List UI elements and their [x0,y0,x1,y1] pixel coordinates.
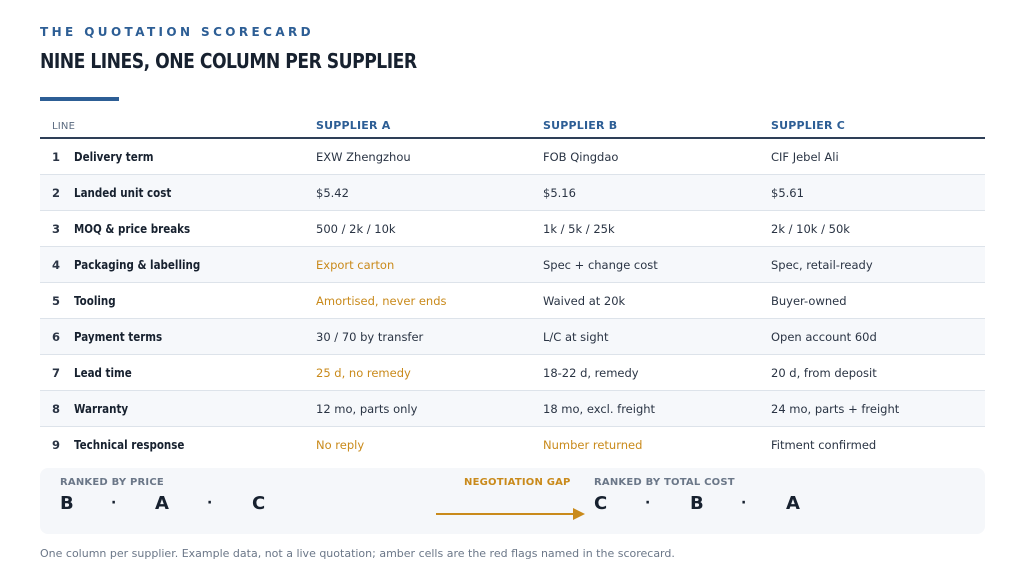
table-row [40,355,985,391]
supplier-c-cell: Fitment confirmed [771,437,877,452]
total-cost-rank-label: RANKED BY TOTAL COST [594,477,735,488]
table-row [40,391,985,427]
supplier-c-cell: 24 mo, parts + freight [771,391,985,427]
supplier-b-cell: Spec + change cost [543,247,771,283]
row-label-cell [74,211,316,247]
row-label-cell [74,355,316,391]
supplier-b-cell: 18 mo, excl. freight [543,391,771,427]
supplier-c-cell: Spec, retail-ready [771,247,985,283]
supplier-a-cell: 25 d, no remedy [316,355,543,391]
total-rank-separator: · [645,495,651,511]
table-row [40,175,985,211]
supplier-a-cell: No reply [316,437,365,452]
supplier-a-cell: 30 / 70 by transfer [316,319,543,355]
total-rank-separator: · [741,495,747,511]
supplier-a-cell: Amortised, never ends [316,283,543,319]
row-number: 1 [40,138,74,175]
supplier-c-cell: $5.61 [771,175,985,211]
row-number: 4 [40,247,74,283]
row-label: Packaging & labelling [74,257,201,272]
footnote: One column per supplier. Example data, not a live quotation; amber cells are the red flags named in the scorecard. [40,547,675,560]
row-number: 6 [40,319,74,355]
column-header-supplier-c: SUPPLIER C [771,108,985,138]
table-row [40,247,985,283]
title-accent-bar [40,97,119,101]
supplier-b-cell: L/C at sight [543,319,771,355]
row-label: Lead time [74,365,132,380]
row-label: Tooling [74,293,116,308]
table-row [40,211,985,247]
price-rank-first: B [60,493,74,514]
row-number: 9 [52,437,61,452]
supplier-b-cell: 1k / 5k / 25k [543,211,771,247]
kicker: THE QUOTATION SCORECARD [40,25,315,39]
supplier-b-cell: Number returned [543,437,643,452]
table-row [40,427,985,463]
price-rank-separator: · [207,495,213,511]
supplier-b-cell: $5.16 [543,175,771,211]
table-row [40,138,985,175]
row-label-cell [74,427,316,463]
row-label: Technical response [74,437,185,452]
row-number: 3 [40,211,74,247]
negotiation-gap-arrow [436,513,576,515]
scorecard-table [40,108,985,462]
row-label-cell [74,283,316,319]
total-rank-first: C [594,493,608,514]
supplier-a-cell: $5.42 [316,175,543,211]
page-title: NINE LINES, ONE COLUMN PER SUPPLIER [40,49,417,73]
supplier-a-cell: Export carton [316,247,543,283]
price-rank-label: RANKED BY PRICE [60,477,164,488]
row-label-cell [74,175,316,211]
row-label: Landed unit cost [74,185,172,200]
column-header-line: LINE [40,108,316,138]
table-row [40,283,985,319]
supplier-b-cell: 18-22 d, remedy [543,355,771,391]
row-number: 8 [40,391,74,427]
price-rank-separator: · [111,495,117,511]
row-label: Warranty [74,401,129,416]
supplier-c-cell: 2k / 10k / 50k [771,211,985,247]
row-label-cell [74,319,316,355]
row-number: 5 [40,283,74,319]
table-header-row [40,108,985,138]
row-label-cell [74,391,316,427]
supplier-a-cell: EXW Zhengzhou [316,138,543,175]
row-number: 2 [40,175,74,211]
row-label: Payment terms [74,329,163,344]
supplier-c-cell: Buyer-owned [771,283,985,319]
supplier-b-cell: FOB Qingdao [543,138,771,175]
supplier-c-cell: 20 d, from deposit [771,355,985,391]
row-label-cell [74,247,316,283]
supplier-b-cell: Waived at 20k [543,283,771,319]
total-rank-second: B [690,493,704,514]
arrow-head-icon [573,508,585,520]
ranking-summary-panel [40,468,985,534]
supplier-a-cell: 12 mo, parts only [316,391,543,427]
row-label: MOQ & price breaks [74,221,191,236]
row-number: 7 [40,355,74,391]
total-rank-third: A [786,493,800,514]
supplier-a-cell: 500 / 2k / 10k [316,211,543,247]
row-label-cell [74,138,316,175]
supplier-c-cell: Open account 60d [771,319,985,355]
price-rank-third: C [252,493,266,514]
table-row [40,319,985,355]
row-label: Delivery term [74,149,154,164]
negotiation-gap-label: NEGOTIATION GAP [464,477,571,488]
column-header-supplier-a: SUPPLIER A [316,108,543,138]
column-header-supplier-b: SUPPLIER B [543,108,771,138]
price-rank-second: A [155,493,169,514]
supplier-c-cell: CIF Jebel Ali [771,138,985,175]
